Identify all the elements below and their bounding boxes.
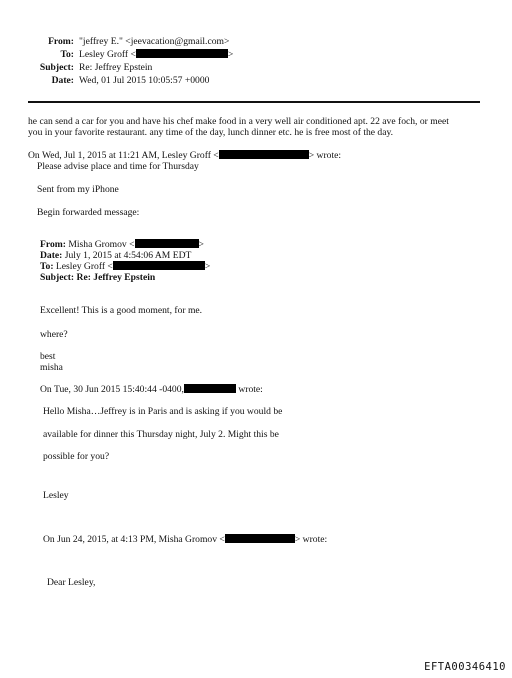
fwd-date-value: July 1, 2015 at 4:54:06 AM EDT [64,250,192,261]
quote1-line-1: Please advise place and time for Thursday [37,161,199,172]
fwd-line-3: best [40,351,56,362]
quote1-intro [28,150,341,161]
redaction-box [136,49,228,58]
from-label: From: [48,36,74,47]
body-line-2: you in your favorite restaurant. any time of the day, lunch dinner etc. he is free most of the day. [28,127,394,138]
redaction-box [135,239,199,248]
quote2-intro-prefix: On Tue, 30 Jun 2015 15:40:44 -0400, [40,384,184,395]
redaction-box [225,534,295,543]
quote1-line-3: Begin forwarded message: [37,207,140,218]
quote2-intro-suffix: wrote: [238,384,263,395]
quote2-line-1: Hello Misha…Jeffrey is in Paris and is asking if you would be [43,406,283,417]
quote2-line-4: Lesley [43,490,69,501]
fwd-from-prefix: Misha Gromov < [68,239,135,250]
quote2-line-3: possible for you? [43,451,110,462]
fwd-date [40,250,191,261]
date-label: Date: [51,75,74,86]
quote2-intro [40,384,263,395]
fwd-line-4: misha [40,362,63,373]
header-divider [28,101,480,103]
fwd-to [40,261,210,272]
redaction-box [184,384,236,393]
fwd-subject [40,272,155,283]
fwd-to-suffix: > [204,261,211,272]
quote1-line-2: Sent from my iPhone [37,184,119,195]
quote3-intro-prefix: On Jun 24, 2015, at 4:13 PM, Misha Gromov < [43,534,225,545]
to-value-prefix: Lesley Groff < [79,49,136,60]
to-value [79,49,233,60]
fwd-from-label: From: [40,239,66,250]
fwd-to-prefix: Lesley Groff < [55,261,113,272]
quote1-intro-prefix: On Wed, Jul 1, 2015 at 11:21 AM, Lesley Groff < [28,150,219,161]
quote3-line-1: Dear Lesley, [47,577,96,588]
body-line-1: he can send a car for you and have his chef make food in a very well air conditioned apt. 22 ave foch, or meet [28,116,449,127]
quote1-intro-suffix: > wrote: [308,150,342,161]
to-label: To: [60,49,74,60]
subject-label: Subject: [39,62,74,73]
redaction-box [219,150,309,159]
from-value: "jeffrey E." <jeevacation@gmail.com> [79,36,230,47]
fwd-subject-label: Subject: [40,272,75,283]
to-value-suffix: > [227,49,234,60]
fwd-line-1: Excellent! This is a good moment, for me. [40,305,203,316]
quote2-line-2: available for dinner this Thursday night, July 2. Might this be [43,429,279,440]
quote3-intro [43,534,327,545]
fwd-subject-value: Re: Jeffrey Epstein [76,272,156,283]
quote3-intro-suffix: > wrote: [294,534,328,545]
fwd-to-label: To: [40,261,54,272]
fwd-line-2: where? [40,329,68,340]
redaction-box [113,261,205,270]
subject-value: Re: Jeffrey Epstein [79,62,153,73]
fwd-from [40,239,204,250]
fwd-from-suffix: > [198,239,204,250]
bates-number: EFTA00346410 [424,661,506,673]
fwd-date-label: Date: [40,250,63,261]
date-value: Wed, 01 Jul 2015 10:05:57 +0000 [79,75,210,86]
